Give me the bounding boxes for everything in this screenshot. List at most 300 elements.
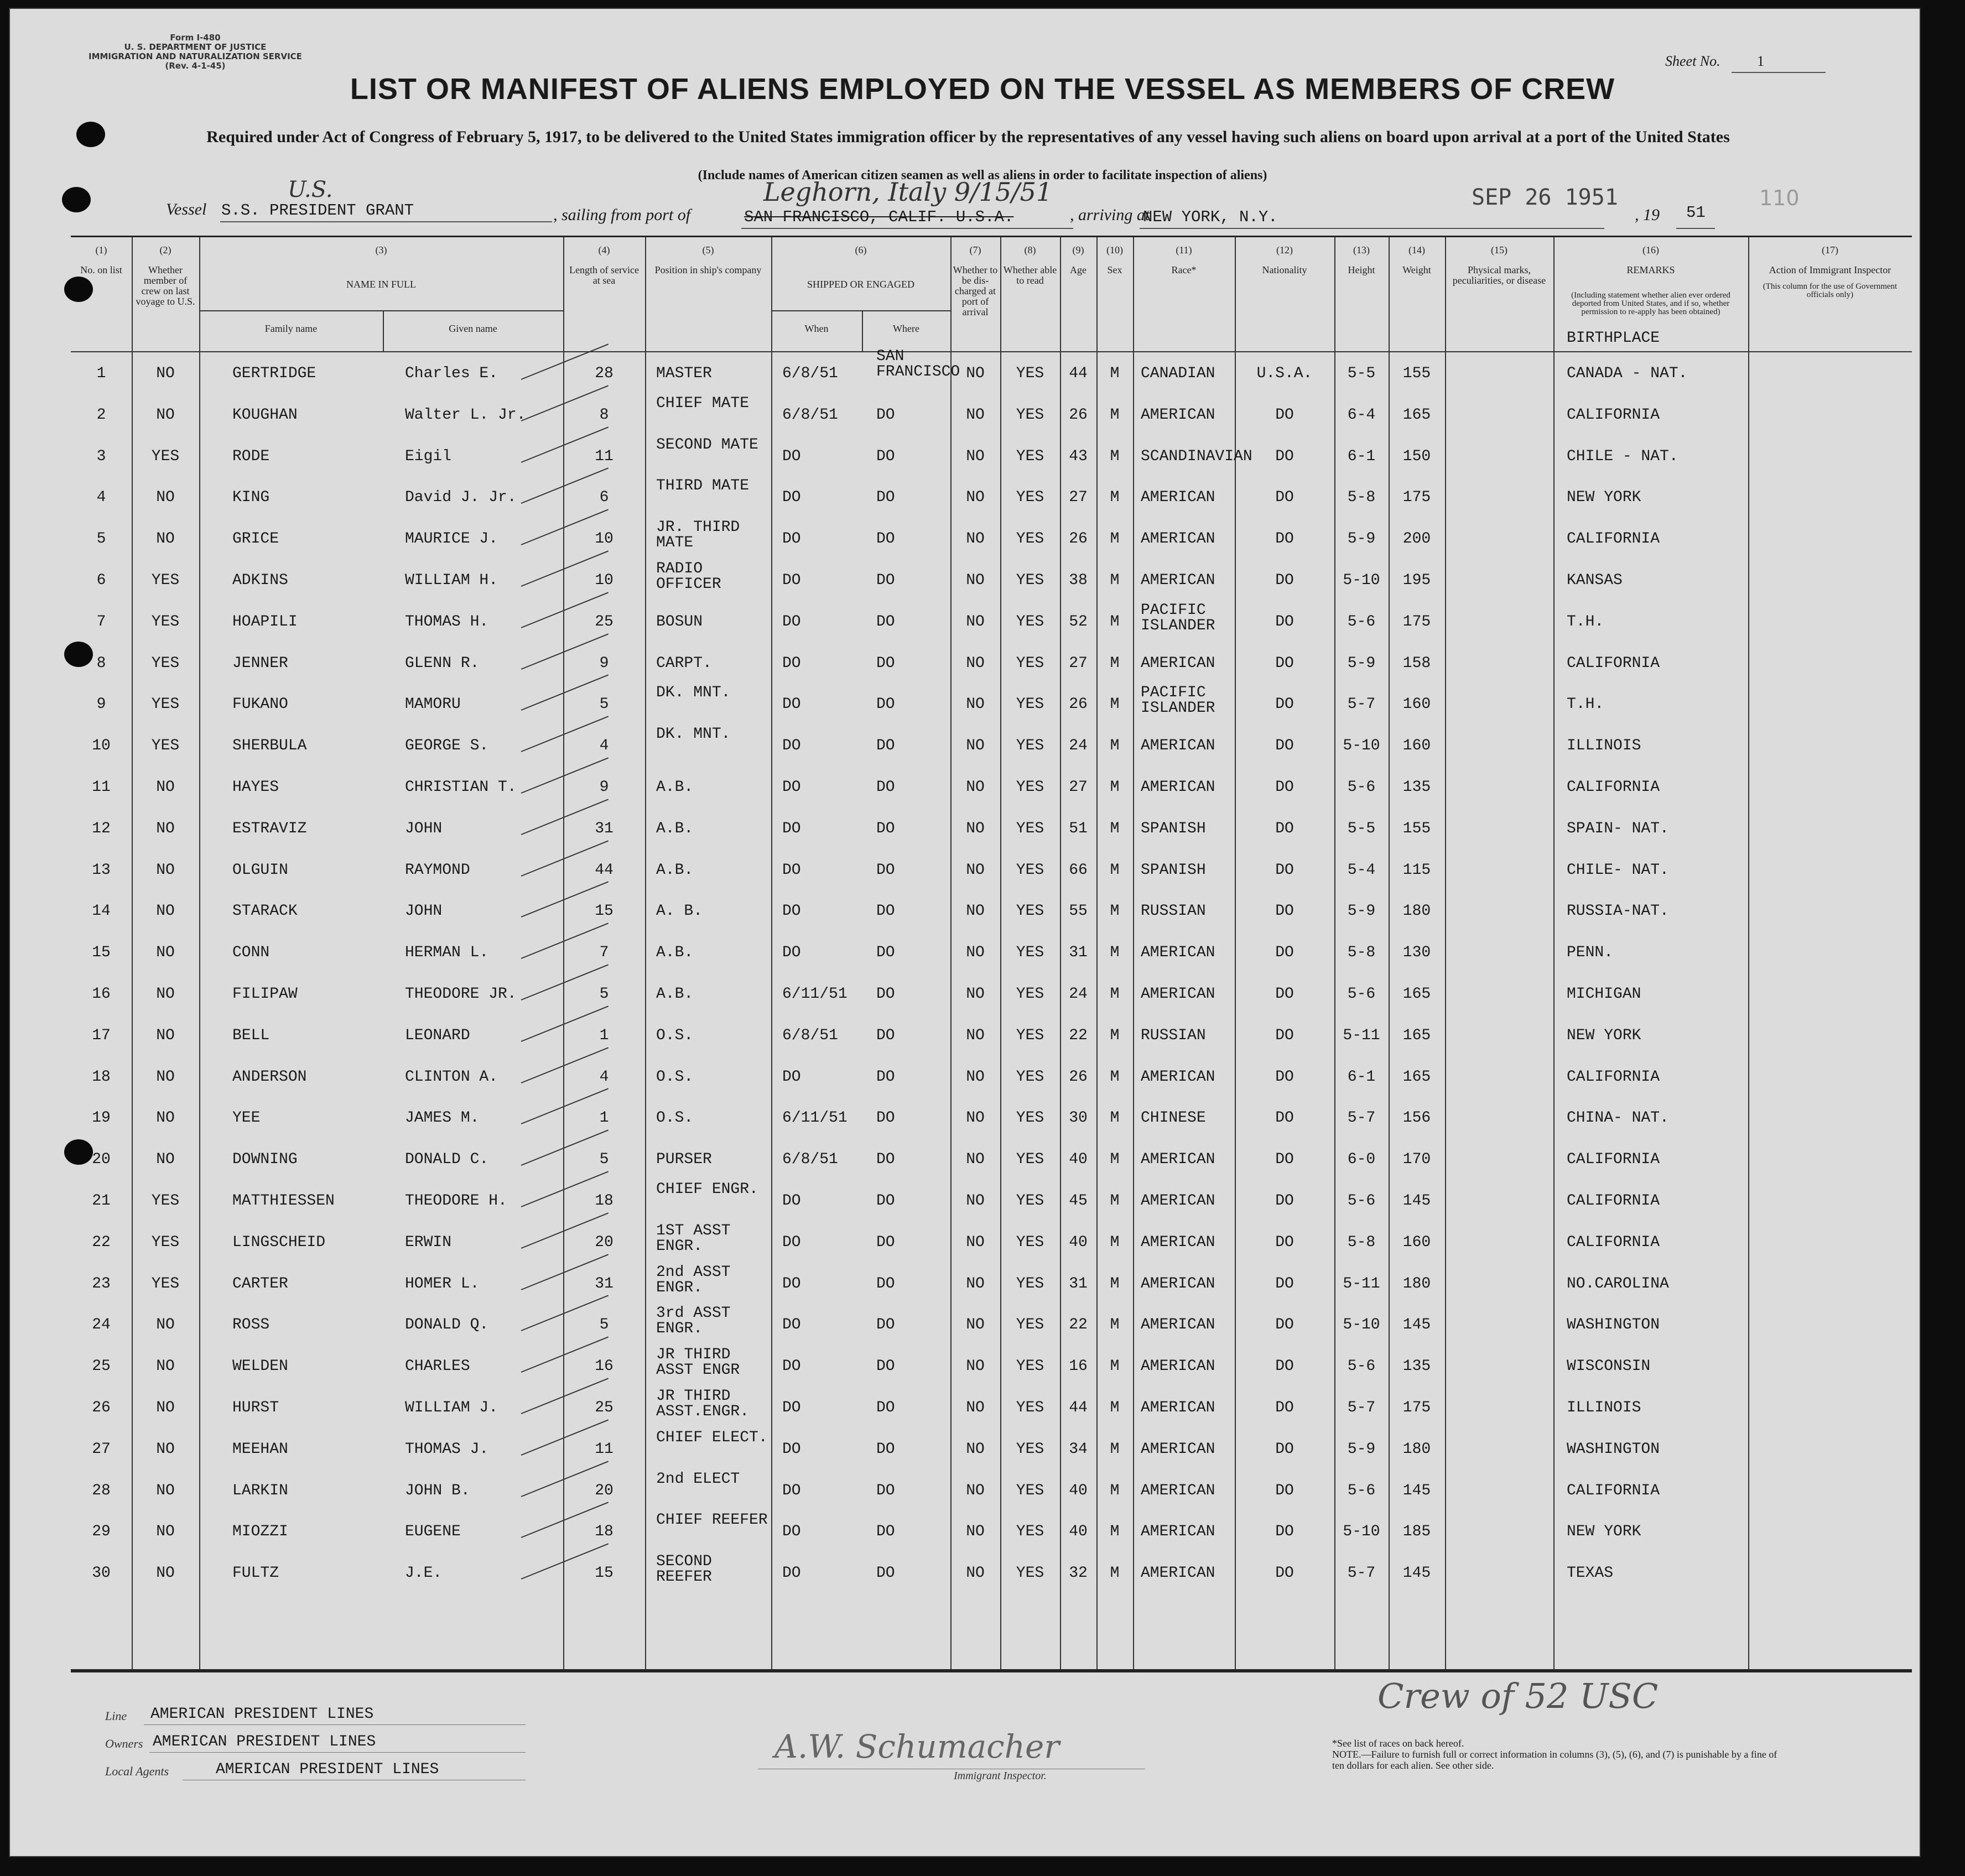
- races-note: *See list of races on back hereof.: [1332, 1738, 1464, 1749]
- position: DK. MNT.: [656, 726, 731, 743]
- age: 40: [1069, 1233, 1088, 1251]
- shipped-when: DO: [782, 861, 801, 879]
- weight: 130: [1402, 944, 1431, 962]
- weight: 165: [1402, 406, 1431, 424]
- weight: 170: [1402, 1151, 1431, 1169]
- nationality: DO: [1275, 1109, 1294, 1127]
- row-number: 13: [92, 861, 111, 879]
- given-name: GEORGE S.: [405, 737, 489, 755]
- weight: 156: [1402, 1109, 1431, 1127]
- shipped-when: DO: [782, 654, 801, 672]
- column-header: Position in ship's company: [654, 264, 762, 275]
- column-header: Race*: [1171, 264, 1197, 275]
- family-name: KOUGHAN: [232, 406, 298, 424]
- prev-voyage: YES: [151, 572, 180, 589]
- weight: 158: [1402, 654, 1431, 672]
- sex: M: [1110, 365, 1120, 382]
- given-name: THOMAS H.: [405, 613, 489, 630]
- height: 5-10: [1343, 572, 1380, 589]
- family-name: LINGSCHEID: [232, 1233, 326, 1251]
- row-number: 1: [96, 365, 106, 382]
- from-port: SAN FRANCISCO, CALIF. U.S.A.: [744, 208, 1014, 226]
- given-name: DONALD C.: [405, 1151, 489, 1169]
- prev-voyage: NO: [156, 1482, 175, 1499]
- crew-note: Crew of 52 USC: [1377, 1676, 1659, 1716]
- sex: M: [1110, 1440, 1120, 1458]
- discharged: NO: [966, 1440, 985, 1458]
- height: 5-9: [1347, 530, 1376, 548]
- shipped-where: DO: [876, 530, 895, 548]
- discharged: NO: [966, 1565, 985, 1582]
- column-subheader: Where: [893, 323, 919, 334]
- age: 51: [1069, 820, 1088, 837]
- shipped-when: DO: [782, 903, 801, 920]
- family-name: HURST: [232, 1399, 279, 1416]
- column-number: (6): [855, 244, 867, 256]
- sea-service: 15: [595, 903, 614, 920]
- shipped-where: DO: [876, 1233, 895, 1251]
- able-to-read: YES: [1016, 1233, 1044, 1251]
- nationality: DO: [1275, 944, 1294, 962]
- age: 38: [1069, 572, 1088, 589]
- column-number: (9): [1072, 244, 1084, 256]
- height: 5-10: [1343, 1523, 1380, 1541]
- age: 22: [1069, 1026, 1088, 1044]
- race: AMERICAN: [1141, 1358, 1215, 1375]
- height: 5-9: [1347, 654, 1376, 672]
- age: 44: [1069, 1399, 1088, 1416]
- prev-voyage: YES: [151, 654, 180, 672]
- shipped-when: DO: [782, 1068, 801, 1086]
- able-to-read: YES: [1016, 1316, 1044, 1334]
- discharged: NO: [966, 986, 985, 1003]
- prev-voyage: NO: [156, 365, 175, 382]
- position: JR. THIRD MATE: [656, 519, 740, 552]
- row-number: 6: [96, 572, 106, 589]
- handwritten-us: U.S.: [288, 177, 333, 202]
- given-name: THEODORE JR.: [405, 986, 517, 1003]
- nationality: U.S.A.: [1256, 365, 1313, 382]
- race: AMERICAN: [1141, 1482, 1215, 1499]
- given-name: CHARLES: [405, 1358, 470, 1375]
- given-name: THOMAS J.: [405, 1440, 489, 1458]
- race: AMERICAN: [1141, 779, 1215, 796]
- prev-voyage: YES: [151, 1192, 180, 1210]
- sea-service: 8: [599, 406, 609, 424]
- footer-notes: [1332, 1738, 1786, 1771]
- shipped-where: DO: [876, 696, 895, 713]
- able-to-read: YES: [1016, 986, 1044, 1003]
- column-number: (3): [375, 244, 387, 256]
- prev-voyage: YES: [151, 696, 180, 713]
- prev-voyage: YES: [151, 1233, 180, 1251]
- discharged: NO: [966, 1523, 985, 1541]
- race: AMERICAN: [1141, 1233, 1215, 1251]
- able-to-read: YES: [1016, 1068, 1044, 1086]
- given-name: MAURICE J.: [405, 530, 498, 548]
- birthplace: CANADA - NAT.: [1567, 365, 1688, 382]
- family-name: MIOZZI: [232, 1523, 288, 1541]
- height: 5-10: [1343, 1316, 1380, 1334]
- race: AMERICAN: [1141, 1399, 1215, 1416]
- birthplace: CHILE- NAT.: [1567, 861, 1669, 879]
- column-subheader: Given name: [449, 323, 497, 334]
- discharged: NO: [966, 654, 985, 672]
- weight: 200: [1402, 530, 1431, 548]
- position: DK. MNT.: [656, 684, 731, 702]
- column-header: REMARKS: [1626, 264, 1675, 275]
- able-to-read: YES: [1016, 737, 1044, 755]
- column-number: (10): [1106, 244, 1123, 256]
- able-to-read: YES: [1016, 530, 1044, 548]
- shipped-where: DO: [876, 737, 895, 755]
- shipped-when: DO: [782, 1523, 801, 1541]
- column-subheader: Family name: [264, 323, 318, 334]
- weight: 135: [1402, 779, 1431, 796]
- shipped-where: DO: [876, 572, 895, 589]
- given-name: JOHN: [405, 820, 443, 837]
- position: SECOND MATE: [656, 436, 758, 454]
- inspector-label: Immigrant Inspector.: [954, 1770, 1047, 1782]
- shipped-where: DO: [876, 903, 895, 920]
- line-label: Line: [105, 1709, 127, 1723]
- position: JR THIRD ASST.ENGR.: [656, 1388, 750, 1420]
- shipped-when: DO: [782, 447, 801, 465]
- family-name: KING: [232, 489, 270, 507]
- weight: 180: [1402, 1440, 1431, 1458]
- column-number: (1): [95, 244, 107, 256]
- nationality: DO: [1275, 861, 1294, 879]
- family-name: LARKIN: [232, 1482, 288, 1499]
- height: 5-8: [1347, 1233, 1376, 1251]
- age: 31: [1069, 944, 1088, 962]
- birthplace: T.H.: [1567, 613, 1604, 630]
- row-number: 27: [92, 1440, 111, 1458]
- row-number: 8: [96, 654, 106, 672]
- row-number: 19: [92, 1109, 111, 1127]
- able-to-read: YES: [1016, 1482, 1044, 1499]
- able-to-read: YES: [1016, 861, 1044, 879]
- able-to-read: YES: [1016, 1440, 1044, 1458]
- family-name: ESTRAVIZ: [232, 820, 307, 837]
- shipped-where: DO: [876, 1275, 895, 1293]
- weight: 175: [1402, 613, 1431, 630]
- able-to-read: YES: [1016, 1151, 1044, 1169]
- family-name: CONN: [232, 944, 270, 962]
- column-subheader: When: [804, 323, 829, 334]
- birthplace: CHILE - NAT.: [1567, 447, 1678, 465]
- shipped-where: DO: [876, 1068, 895, 1086]
- race: AMERICAN: [1141, 986, 1215, 1003]
- discharged: NO: [966, 1358, 985, 1375]
- height: 6-0: [1347, 1151, 1376, 1169]
- row-number: 7: [96, 613, 106, 630]
- row-number: 25: [92, 1358, 111, 1375]
- prev-voyage: YES: [151, 1275, 180, 1293]
- position: JR THIRD ASST ENGR: [656, 1346, 740, 1379]
- able-to-read: YES: [1016, 1565, 1044, 1582]
- birthplace: PENN.: [1567, 944, 1614, 962]
- weight: 185: [1402, 1523, 1431, 1541]
- shipped-when: DO: [782, 696, 801, 713]
- race: AMERICAN: [1141, 530, 1215, 548]
- race: SPANISH: [1141, 861, 1206, 879]
- shipped-when: 6/8/51: [782, 365, 838, 382]
- family-name: ADKINS: [232, 572, 288, 589]
- race: AMERICAN: [1141, 1192, 1215, 1210]
- arriving-label: , arriving at: [1070, 206, 1150, 224]
- prev-voyage: NO: [156, 1399, 175, 1416]
- race: AMERICAN: [1141, 944, 1215, 962]
- sea-service: 31: [595, 1275, 614, 1293]
- discharged: NO: [966, 530, 985, 548]
- birthplace: SPAIN- NAT.: [1567, 820, 1669, 837]
- prev-voyage: NO: [156, 1068, 175, 1086]
- row-number: 18: [92, 1068, 111, 1086]
- prev-voyage: YES: [151, 447, 180, 465]
- position: CHIEF REEFER: [656, 1512, 768, 1529]
- able-to-read: YES: [1016, 944, 1044, 962]
- column-header: Length of service at sea: [569, 264, 639, 286]
- family-name: STARACK: [232, 903, 298, 920]
- sex: M: [1110, 1565, 1120, 1582]
- shipped-when: 6/11/51: [782, 986, 848, 1003]
- given-name: HERMAN L.: [405, 944, 489, 962]
- discharged: NO: [966, 1068, 985, 1086]
- given-name: MAMORU: [405, 696, 461, 713]
- sex: M: [1110, 1151, 1120, 1169]
- shipped-where: DO: [876, 489, 895, 507]
- birthplace: NEW YORK: [1567, 1523, 1641, 1541]
- row-number: 24: [92, 1316, 111, 1334]
- position: O.S.: [656, 1109, 694, 1127]
- sea-service: 25: [595, 613, 614, 630]
- birthplace: KANSAS: [1567, 572, 1623, 589]
- family-name: SHERBULA: [232, 737, 307, 755]
- sex: M: [1110, 1068, 1120, 1086]
- discharged: NO: [966, 447, 985, 465]
- sea-service: 10: [595, 530, 614, 548]
- crew-table: [71, 236, 1912, 1672]
- age: 66: [1069, 861, 1088, 879]
- row-number: 22: [92, 1233, 111, 1251]
- discharged: NO: [966, 737, 985, 755]
- height: 5-5: [1347, 365, 1376, 382]
- shipped-where: DO: [876, 1109, 895, 1127]
- given-name: THEODORE H.: [405, 1192, 507, 1210]
- able-to-read: YES: [1016, 365, 1044, 382]
- fine-note: NOTE.—Failure to furnish full or correct information in columns (3), (5), (6), and (7) is punishable by a fine of ten dollars for each alien. See other side.: [1332, 1749, 1777, 1771]
- sea-service: 9: [599, 779, 609, 796]
- position: A. B.: [656, 903, 703, 920]
- discharged: NO: [966, 489, 985, 507]
- page-subtitle-note: (Include names of American citizen seamen as well as aliens in order to facilitate inspection of aliens): [698, 168, 1267, 183]
- shipped-where: DO: [876, 406, 895, 424]
- discharged: NO: [966, 1192, 985, 1210]
- able-to-read: YES: [1016, 654, 1044, 672]
- given-name: Walter L. Jr.: [405, 406, 526, 424]
- position: A.B.: [656, 986, 694, 1003]
- shipped-where: DO: [876, 1523, 895, 1541]
- row-number: 20: [92, 1151, 111, 1169]
- position: MASTER: [656, 365, 712, 382]
- race: PACIFIC ISLANDER: [1141, 601, 1215, 634]
- family-name: MEEHAN: [232, 1440, 288, 1458]
- shipped-where: DO: [876, 820, 895, 837]
- height: 5-6: [1347, 613, 1376, 630]
- weight: 155: [1402, 820, 1431, 837]
- height: 5-4: [1347, 861, 1376, 879]
- column-rule: [1445, 237, 1446, 1671]
- shipped-where: DO: [876, 944, 895, 962]
- column-number: (8): [1024, 244, 1036, 256]
- sheet-label: Sheet No.: [1665, 53, 1720, 69]
- height: 5-11: [1343, 1026, 1380, 1044]
- sailing-label: , sailing from port of: [553, 206, 691, 224]
- column-header: Physical marks, peculiarities, or disease: [1452, 264, 1546, 286]
- height: 5-9: [1347, 903, 1376, 920]
- form-dept: U. S. DEPARTMENT OF JUSTICE: [124, 42, 267, 52]
- shipped-where: DO: [876, 1565, 895, 1582]
- family-name: FILIPAW: [232, 986, 298, 1003]
- height: 5-7: [1347, 1565, 1376, 1582]
- position: CARPT.: [656, 654, 712, 672]
- shipped-where: DO: [876, 1399, 895, 1416]
- family-name: FULTZ: [232, 1565, 279, 1582]
- position: CHIEF ELECT.: [656, 1429, 768, 1446]
- sea-service: 18: [595, 1523, 614, 1541]
- row-number: 28: [92, 1482, 111, 1499]
- shipped-when: DO: [782, 944, 801, 962]
- sex: M: [1110, 1192, 1120, 1210]
- discharged: NO: [966, 903, 985, 920]
- year-value: 51: [1686, 204, 1706, 222]
- prev-voyage: NO: [156, 1026, 175, 1044]
- able-to-read: YES: [1016, 1399, 1044, 1416]
- weight: 160: [1402, 696, 1431, 713]
- birthplace: RUSSIA-NAT.: [1567, 903, 1669, 920]
- birthplace: CALIFORNIA: [1567, 1068, 1660, 1086]
- column-number: (7): [969, 244, 981, 256]
- family-name: FUKANO: [232, 696, 288, 713]
- form-number: Form I-480: [170, 33, 221, 43]
- prev-voyage: NO: [156, 1523, 175, 1541]
- prev-voyage: NO: [156, 530, 175, 548]
- column-header: Whether able to read: [1003, 264, 1057, 286]
- birthplace: WASHINGTON: [1567, 1440, 1660, 1458]
- able-to-read: YES: [1016, 1358, 1044, 1375]
- weight: 145: [1402, 1316, 1431, 1334]
- sex: M: [1110, 944, 1120, 962]
- race: RUSSIAN: [1141, 903, 1206, 920]
- prev-voyage: NO: [156, 903, 175, 920]
- column-header: No. on list: [80, 264, 122, 275]
- able-to-read: YES: [1016, 447, 1044, 465]
- shipped-where: DO: [876, 613, 895, 630]
- shipped-when: DO: [782, 530, 801, 548]
- sex: M: [1110, 1275, 1120, 1293]
- sex: M: [1110, 489, 1120, 507]
- position: THIRD MATE: [656, 477, 750, 495]
- discharged: NO: [966, 696, 985, 713]
- shipped-when: 6/8/51: [782, 1151, 838, 1169]
- weight: 115: [1402, 861, 1431, 879]
- race: AMERICAN: [1141, 1440, 1215, 1458]
- family-name: BELL: [232, 1026, 270, 1044]
- race: AMERICAN: [1141, 489, 1215, 507]
- family-name: WELDEN: [232, 1358, 288, 1375]
- column-rule: [645, 237, 646, 1671]
- shipped-when: DO: [782, 1316, 801, 1334]
- discharged: NO: [966, 861, 985, 879]
- sea-service: 4: [599, 737, 609, 755]
- prev-voyage: NO: [156, 861, 175, 879]
- given-name: WILLIAM J.: [405, 1399, 498, 1416]
- able-to-read: YES: [1016, 1109, 1044, 1127]
- family-name: GERTRIDGE: [232, 365, 316, 382]
- birthplace: CALIFORNIA: [1567, 1482, 1660, 1499]
- race: AMERICAN: [1141, 1275, 1215, 1293]
- family-name: HOAPILI: [232, 613, 298, 630]
- row-number: 17: [92, 1026, 111, 1044]
- weight: 175: [1402, 1399, 1431, 1416]
- given-name: HOMER L.: [405, 1275, 480, 1293]
- sea-service: 44: [595, 861, 614, 879]
- shipped-when: DO: [782, 1440, 801, 1458]
- given-name: DONALD Q.: [405, 1316, 489, 1334]
- shipped-when: DO: [782, 489, 801, 507]
- position: 2nd ELECT: [656, 1470, 740, 1488]
- sex: M: [1110, 1233, 1120, 1251]
- able-to-read: YES: [1016, 779, 1044, 796]
- birthplace: WASHINGTON: [1567, 1316, 1660, 1334]
- column-rule: [771, 237, 772, 1671]
- header-separator: [71, 351, 1912, 352]
- sea-service: 7: [599, 944, 609, 962]
- age: 45: [1069, 1192, 1088, 1210]
- weight: 145: [1402, 1192, 1431, 1210]
- age: 27: [1069, 779, 1088, 796]
- sea-service: 1: [599, 1109, 609, 1127]
- given-name: CLINTON A.: [405, 1068, 498, 1086]
- given-name: EUGENE: [405, 1523, 461, 1541]
- weight: 165: [1402, 1068, 1431, 1086]
- race: SCANDINAVIAN: [1141, 447, 1252, 465]
- column-number: (12): [1276, 244, 1293, 256]
- shipped-where: SAN FRANCISCO: [876, 348, 960, 381]
- position: A.B.: [656, 779, 694, 796]
- nationality: DO: [1275, 1523, 1294, 1541]
- age: 44: [1069, 365, 1088, 382]
- sheet-value: 1: [1757, 53, 1765, 69]
- sea-service: 4: [599, 1068, 609, 1086]
- sex: M: [1110, 779, 1120, 796]
- given-name: ERWIN: [405, 1233, 452, 1251]
- position: 2nd ASST ENGR.: [656, 1263, 731, 1296]
- given-name: Eigil: [405, 447, 452, 465]
- family-name: JENNER: [232, 654, 288, 672]
- position: SECOND REEFER: [656, 1553, 712, 1586]
- shipped-where: DO: [876, 1151, 895, 1169]
- weight: 155: [1402, 365, 1431, 382]
- shipped-where: DO: [876, 1026, 895, 1044]
- column-header: SHIPPED OR ENGAGED: [807, 279, 914, 290]
- row-number: 3: [96, 447, 106, 465]
- nationality: DO: [1275, 530, 1294, 548]
- shipped-when: DO: [782, 1233, 801, 1251]
- sea-service: 11: [595, 447, 614, 465]
- given-name: JOHN B.: [405, 1482, 470, 1499]
